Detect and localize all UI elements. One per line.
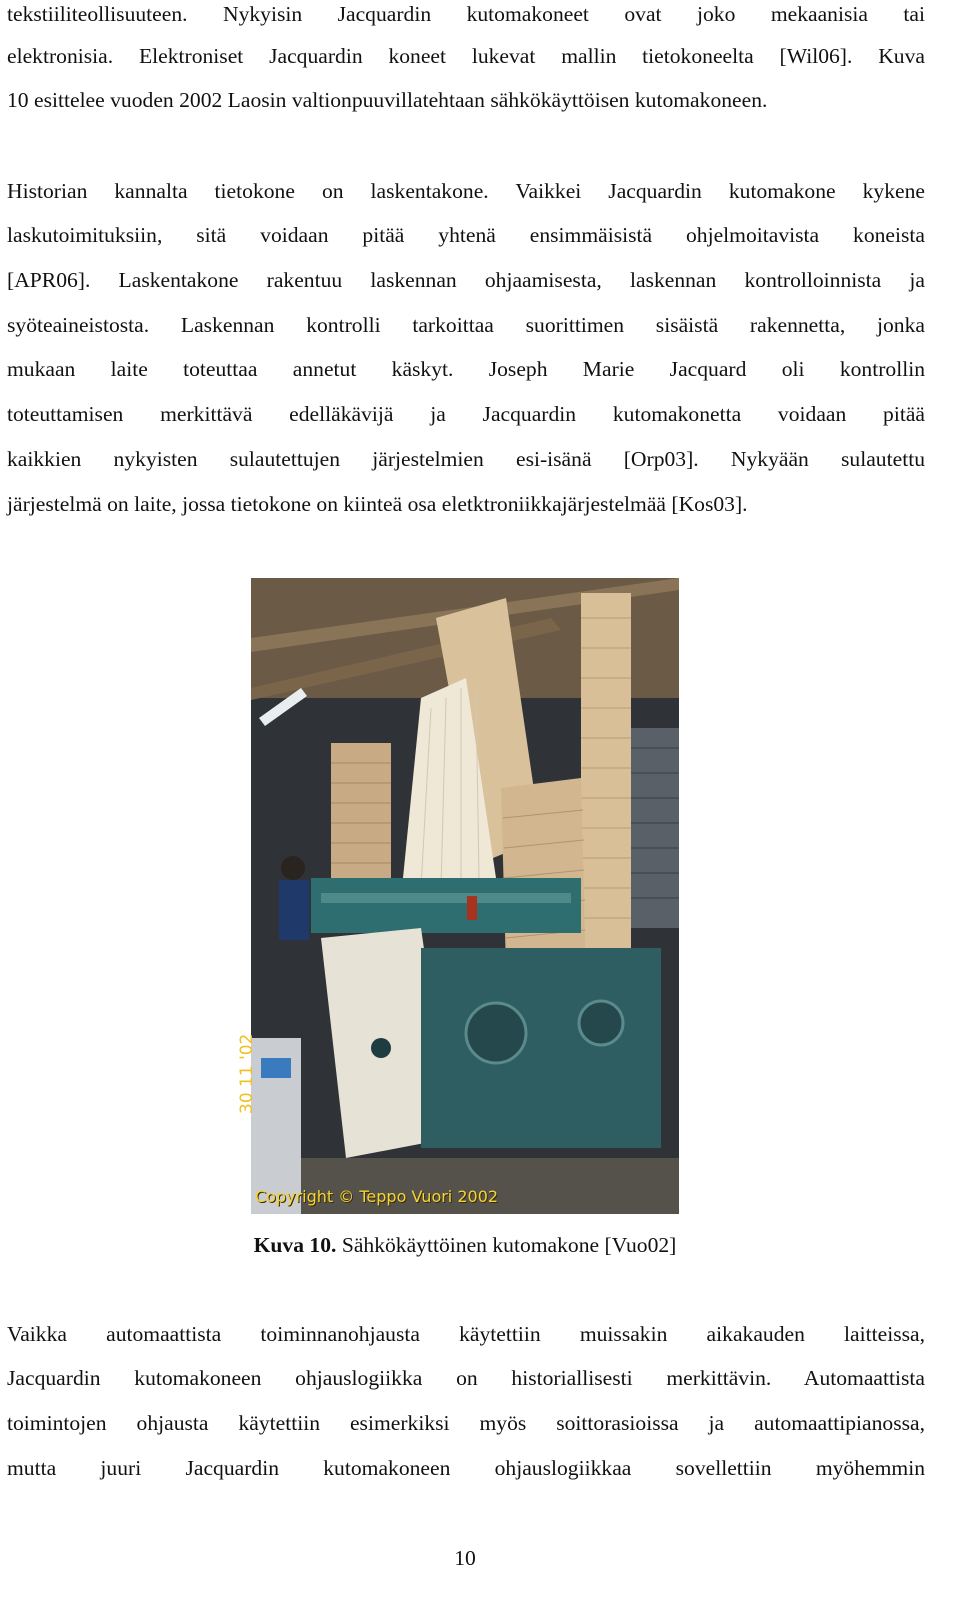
text-line: tekstiiliteollisuuteen. Nykyisin Jacquardin kutomakoneet ovat joko mekaanisia tai — [7, 2, 925, 26]
text-line: järjestelmä on laite, jossa tietokone on kiinteä osa eletktroniikkajärjestelmää [Kos03]. — [7, 492, 748, 516]
loom-photo — [237, 578, 679, 1214]
page-number: 10 — [454, 1546, 476, 1570]
caption-text: Sähkökäyttöinen kutomakone [Vuo02] — [336, 1233, 677, 1257]
caption-label: Kuva 10. — [253, 1233, 337, 1257]
text-line: laskutoimituksiin, sitä voidaan pitää yhtenä ensimmäisistä ohjelmoitavista koneista — [7, 223, 925, 247]
text-line: kaikkien nykyisten sulautettujen järjestelmien esi-isänä [Orp03]. Nykyään sulautettu — [7, 447, 925, 471]
text-line: mukaan laite toteuttaa annetut käskyt. Joseph Marie Jacquard oli kontrollin — [7, 357, 925, 381]
text-line: syöteaineistosta. Laskennan kontrolli tarkoittaa suorittimen sisäistä rakennetta, jonka — [7, 313, 925, 337]
text-line: elektronisia. Elektroniset Jacquardin koneet lukevat mallin tietokoneelta [Wil06]. Kuva — [7, 44, 925, 68]
figure-caption — [0, 1231, 930, 1259]
text-line: Historian kannalta tietokone on laskentakone. Vaikkei Jacquardin kutomakone kykene — [7, 179, 925, 203]
text-line: Vaikka automaattista toiminnanohjausta käytettiin muissakin aikakauden laitteissa, — [7, 1322, 925, 1346]
text-line: 10 esittelee vuoden 2002 Laosin valtionpuuvillatehtaan sähkökäyttöisen kutomakoneen. — [7, 88, 768, 112]
text-line: toimintojen ohjausta käytettiin esimerkiksi myös soittorasioissa ja automaattipianossa, — [7, 1411, 925, 1435]
text-line: Jacquardin kutomakoneen ohjauslogiikka on historiallisesti merkittävin. Automaattista — [7, 1366, 925, 1390]
loom-photo-illustration — [251, 578, 679, 1214]
text-line: toteuttamisen merkittävä edelläkävijä ja Jacquardin kutomakonetta voidaan pitää — [7, 402, 925, 426]
photo-datestamp: 30 11 '02 — [237, 1033, 257, 1114]
text-line: [APR06]. Laskentakone rakentuu laskennan ohjaamisesta, laskennan kontrolloinnista ja — [7, 268, 925, 292]
photo-copyright: Copyright © Teppo Vuori 2002 — [255, 1187, 499, 1206]
text-line: mutta juuri Jacquardin kutomakoneen ohjauslogiikkaa sovellettiin myöhemmin — [7, 1456, 925, 1480]
